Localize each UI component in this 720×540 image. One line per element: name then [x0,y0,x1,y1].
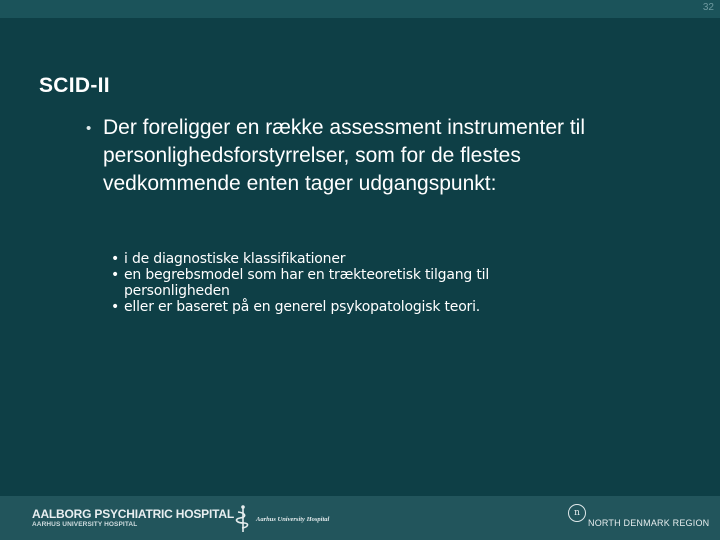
aarhus-hospital-subname: AARHUS UNIVERSITY HOSPITAL [32,521,138,528]
sub-bullet-text: en begrebsmodel som har en trækteoretisk tilgang til personligheden [124,267,490,299]
bullet-dot-icon: • [111,299,120,315]
sub-bullet-item [111,299,531,315]
bullet-dot-icon: • [86,120,92,137]
sub-bullet-item [111,267,531,299]
aalborg-hospital-logo [32,508,234,529]
slide-title: SCID-II [39,74,110,97]
aesculapius-icon [232,504,254,534]
main-bullet-text: Der foreligger en række assessment instrumenter til personlighedsforstyrrelser, som for de flestes vedkommende enten tager udgangspunkt: [103,116,586,195]
bullet-dot-icon: • [111,251,120,267]
footer-bar [0,496,720,540]
sub-bullet-list [111,251,531,315]
region-badge-icon: n [568,504,586,522]
aarhus-university-hospital-text: Aarhus University Hospital [256,516,330,523]
sub-bullet-text: eller er baseret på en generel psykopatologisk teori. [124,299,481,315]
aalborg-hospital-name: AALBORG PSYCHIATRIC HOSPITAL [32,507,234,521]
sub-bullet-text: i de diagnostiske klassifikationer [124,251,346,267]
top-band [0,0,720,18]
sub-bullet-item [111,251,531,267]
bullet-dot-icon: • [111,267,120,283]
north-denmark-region-text: NORTH DENMARK REGION [588,518,710,528]
aarhus-university-hospital-logo [232,504,362,534]
north-denmark-region-logo [566,503,716,535]
slide-number: 32 [702,2,714,13]
